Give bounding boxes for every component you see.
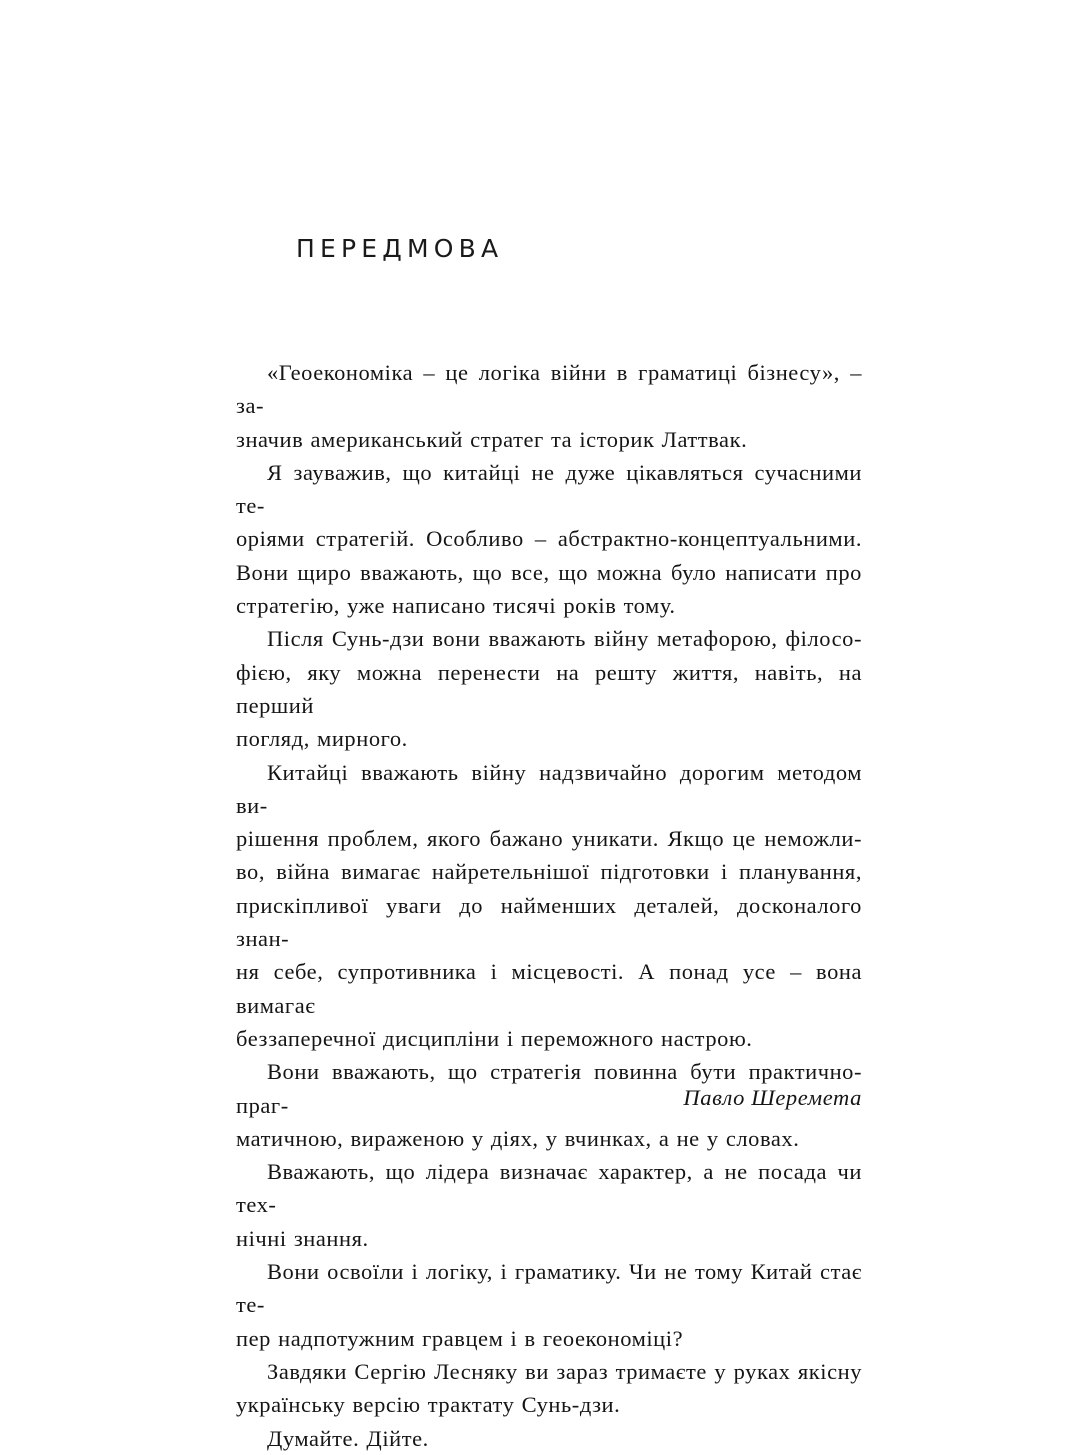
paragraph — [236, 356, 862, 456]
text-line: Вони щиро вважають, що все, що можна було написати про — [236, 559, 862, 585]
paragraph — [236, 1155, 862, 1255]
paragraph — [236, 622, 862, 755]
text-line: оріями стратегій. Особливо – абстрактно-концептуальними. — [236, 526, 862, 552]
author-signature: Павло Шеремета — [683, 1085, 862, 1110]
foreword-body — [236, 356, 862, 1455]
text-line: Завдяки Сергію Лесняку ви зараз тримаєте у руках якісну — [267, 1358, 862, 1384]
text-line: ня себе, супротивника і місцевості. А понад усе – вона вимагає — [236, 959, 862, 1018]
text-line: Думайте. Дійте. — [267, 1425, 429, 1451]
text-line: беззаперечної дисципліни і переможного настрою. — [236, 1025, 753, 1051]
text-line: Після Сунь-дзи вони вважають війну метафорою, філосо- — [267, 626, 862, 652]
text-line: «Геоекономіка – це логіка війни в граматиці бізнесу», – за- — [236, 360, 862, 419]
text-line: погляд, мирного. — [236, 726, 408, 752]
text-line: Вони вважають, що стратегія повинна бути практично-праг- — [236, 1059, 862, 1118]
paragraph — [236, 1255, 862, 1355]
paragraph — [236, 1422, 862, 1455]
text-line: рішення проблем, якого бажано уникати. Якщо це неможли- — [236, 826, 862, 852]
text-line: Я зауважив, що китайці не дуже цікавляться сучасними те- — [236, 459, 862, 519]
text-line: стратегію, уже написано тисячі років тому. — [236, 593, 676, 619]
paragraph — [236, 1355, 862, 1422]
text-line: українську версію трактату Сунь-дзи. — [236, 1392, 621, 1418]
text-line: прискіпливої уваги до найменших деталей, досконалого знан- — [236, 892, 862, 952]
paragraph — [236, 456, 862, 622]
text-line: Китайці вважають війну надзвичайно дорогим методом ви- — [236, 759, 862, 818]
text-line: во, війна вимагає найретельнішої підготовки і планування, — [236, 859, 862, 885]
paragraph — [236, 756, 862, 1056]
page-title: ПЕРЕДМОВА — [296, 234, 504, 263]
text-line: Вважають, що лідера визначає характер, а не посада чи тех- — [236, 1159, 862, 1218]
text-line: матичною, вираженою у діях, у вчинках, а не у словах. — [236, 1125, 800, 1151]
text-line: значив американський стратег та історик Латтвак. — [236, 426, 748, 452]
text-line: Вони освоїли і логіку, і граматику. Чи не тому Китай стає те- — [236, 1259, 862, 1318]
text-line: нічні знання. — [236, 1225, 369, 1251]
text-line: пер надпотужним гравцем і в геоекономіці? — [236, 1325, 684, 1351]
text-line: фією, яку можна перенести на решту життя, навіть, на перший — [236, 659, 862, 718]
